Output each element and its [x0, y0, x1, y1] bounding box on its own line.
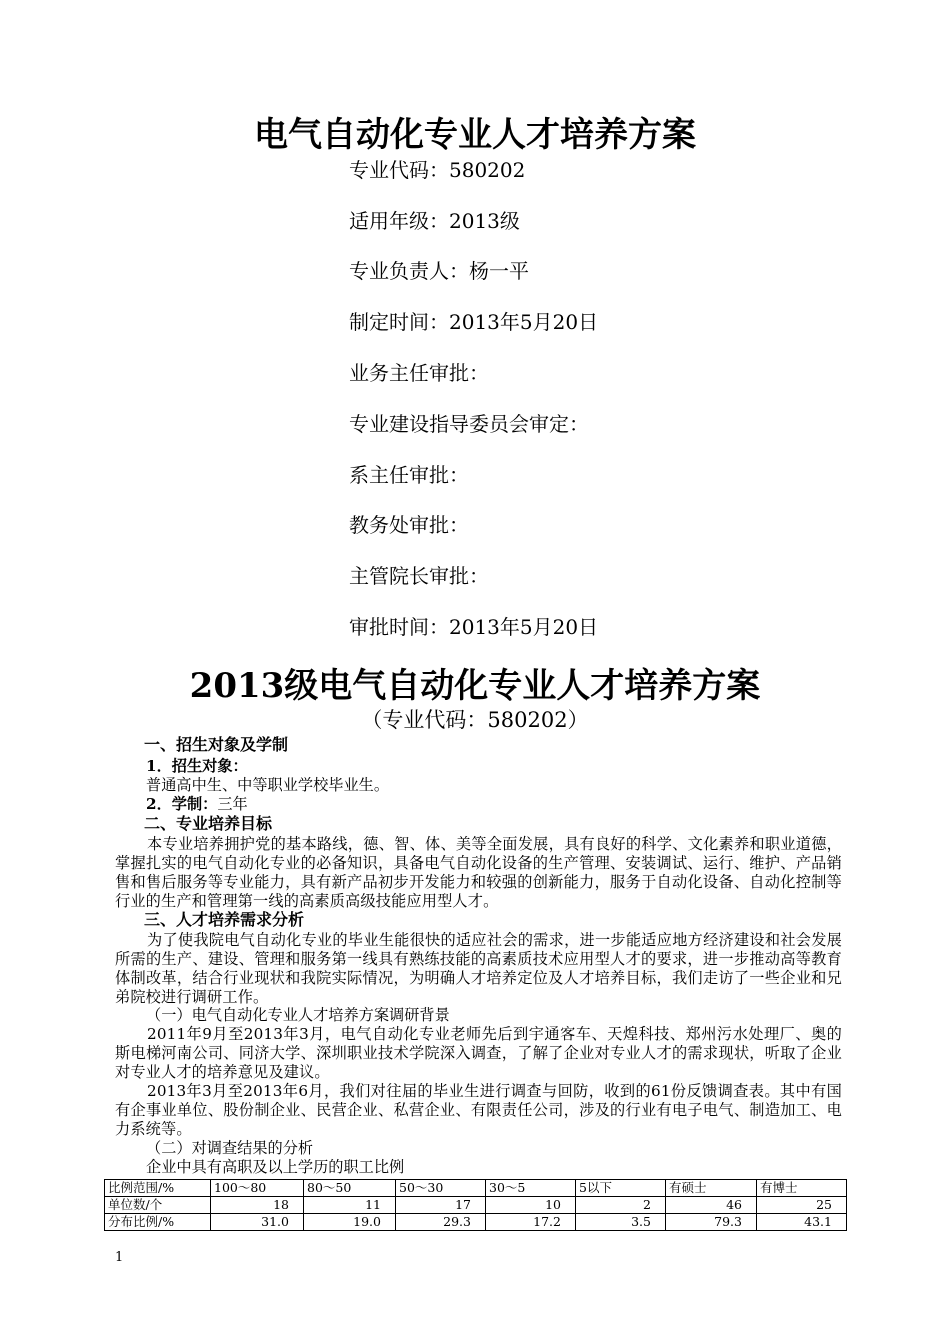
table-cell: 分布比例/% — [105, 1214, 211, 1231]
meta-academic-approval: 教务处审批： — [349, 513, 469, 537]
document-subtitle: （专业代码：580202） — [361, 708, 589, 732]
table-header-cell: 30～5 — [486, 1180, 576, 1197]
table-cell: 19.0 — [304, 1214, 396, 1231]
meta-major-code: 专业代码：580202 — [349, 158, 526, 182]
table-cell: 79.3 — [666, 1214, 757, 1231]
item-1-label: 1．招生对象： — [146, 757, 248, 775]
meta-business-approval: 业务主任审批： — [349, 361, 489, 385]
section-3-subheading-2: （二）对调查结果的分析 — [146, 1139, 314, 1157]
table-cell: 31.0 — [211, 1214, 304, 1231]
section-2-heading: 二、专业培养目标 — [144, 814, 273, 833]
document-title: 2013级电气自动化专业人才培养方案 — [189, 666, 761, 706]
table-header-cell: 比例范围/% — [105, 1180, 211, 1197]
meta-dept-approval: 系主任审批： — [349, 463, 469, 487]
table-cell: 46 — [666, 1197, 757, 1214]
table-cell: 18 — [211, 1197, 304, 1214]
section-3-heading: 三、人才培养需求分析 — [144, 910, 305, 929]
section-3-paragraph-2: 2011年9月至2013年3月，电气自动化专业老师先后到宇通客车、天煌科技、郑州污水处理厂、奥的斯电梯河南公司、同济大学、深圳职业技术学院深入调查，了解了企业对专业人才的需求现状，听取了企业对专业人才的培养意见及建议。 — [115, 1025, 842, 1081]
table-cell: 29.3 — [396, 1214, 486, 1231]
table-cell: 17.2 — [486, 1214, 576, 1231]
section-2-paragraph: 本专业培养拥护党的基本路线，德、智、体、美等全面发展，具有良好的科学、文化素养和职业道德，掌握扎实的电气自动化专业的必备知识，具备电气自动化设备的生产管理、安装调试、运行、维护、产品销售和售后服务等专业能力，具有新产品初步开发能力和较强的创新能力，服务于自动化设备、自动化控制等行业的生产和管理第一线的高素质高级技能应用型人才。 — [115, 835, 842, 910]
table-cell: 25 — [757, 1197, 847, 1214]
table-header-cell: 有硕士 — [666, 1180, 757, 1197]
section-1-item-1-text: 普通高中生、中等职业学校毕业生。 — [146, 776, 389, 794]
section-1-item-2 — [146, 795, 248, 814]
table-cell: 11 — [304, 1197, 396, 1214]
meta-approval-date: 审批时间：2013年5月20日 — [349, 615, 599, 639]
meta-committee-review: 专业建设指导委员会审定： — [349, 412, 589, 436]
table-cell: 43.1 — [757, 1214, 847, 1231]
meta-created-date: 制定时间：2013年5月20日 — [349, 310, 599, 334]
section-1-item-1 — [146, 757, 248, 776]
page-number: 1 — [115, 1250, 124, 1265]
section-1-heading: 一、招生对象及学制 — [144, 735, 289, 754]
table-header-cell: 80～50 — [304, 1180, 396, 1197]
meta-dean-approval: 主管院长审批： — [349, 564, 489, 588]
cover-title: 电气自动化专业人才培养方案 — [254, 115, 696, 155]
section-3-paragraph-3: 2013年3月至2013年6月，我们对往届的毕业生进行调查与回防，收到的61份反馈调查表。其中有国有企事业单位、股份制企业、民营企业、私营企业、有限责任公司，涉及的行业有电子电气、制造加工、电力系统等。 — [115, 1082, 842, 1138]
table-caption: 企业中具有高职及以上学历的职工比例 — [146, 1158, 405, 1176]
table-header-cell: 有博士 — [757, 1180, 847, 1197]
item-2-text: 三年 — [217, 795, 248, 813]
meta-grade: 适用年级：2013级 — [349, 209, 520, 233]
meta-leader: 专业负责人：杨一平 — [349, 259, 529, 283]
table-row — [105, 1197, 847, 1214]
table-header-row — [105, 1180, 847, 1197]
table-cell: 2 — [576, 1197, 666, 1214]
table-cell: 17 — [396, 1197, 486, 1214]
table-header-cell: 5以下 — [576, 1180, 666, 1197]
section-3-subheading-1: （一）电气自动化专业人才培养方案调研背景 — [146, 1006, 450, 1024]
table-cell: 10 — [486, 1197, 576, 1214]
survey-table — [104, 1179, 847, 1231]
table-cell: 单位数/个 — [105, 1197, 211, 1214]
section-3-paragraph-1: 为了使我院电气自动化专业的毕业生能很快的适应社会的需求，进一步能适应地方经济建设和社会发展所需的生产、建设、管理和服务第一线具有熟练技能的高素质技术应用型人才的要求，进一步推动高等教育体制改革，结合行业现状和我院实际情况，为明确人才培养定位及人才培养目标，我们走访了一些企业和兄弟院校进行调研工作。 — [115, 931, 842, 1006]
item-2-label: 2．学制： — [146, 795, 218, 813]
table-header-cell: 50～30 — [396, 1180, 486, 1197]
table-cell: 3.5 — [576, 1214, 666, 1231]
table-header-cell: 100～80 — [211, 1180, 304, 1197]
table-row — [105, 1214, 847, 1231]
